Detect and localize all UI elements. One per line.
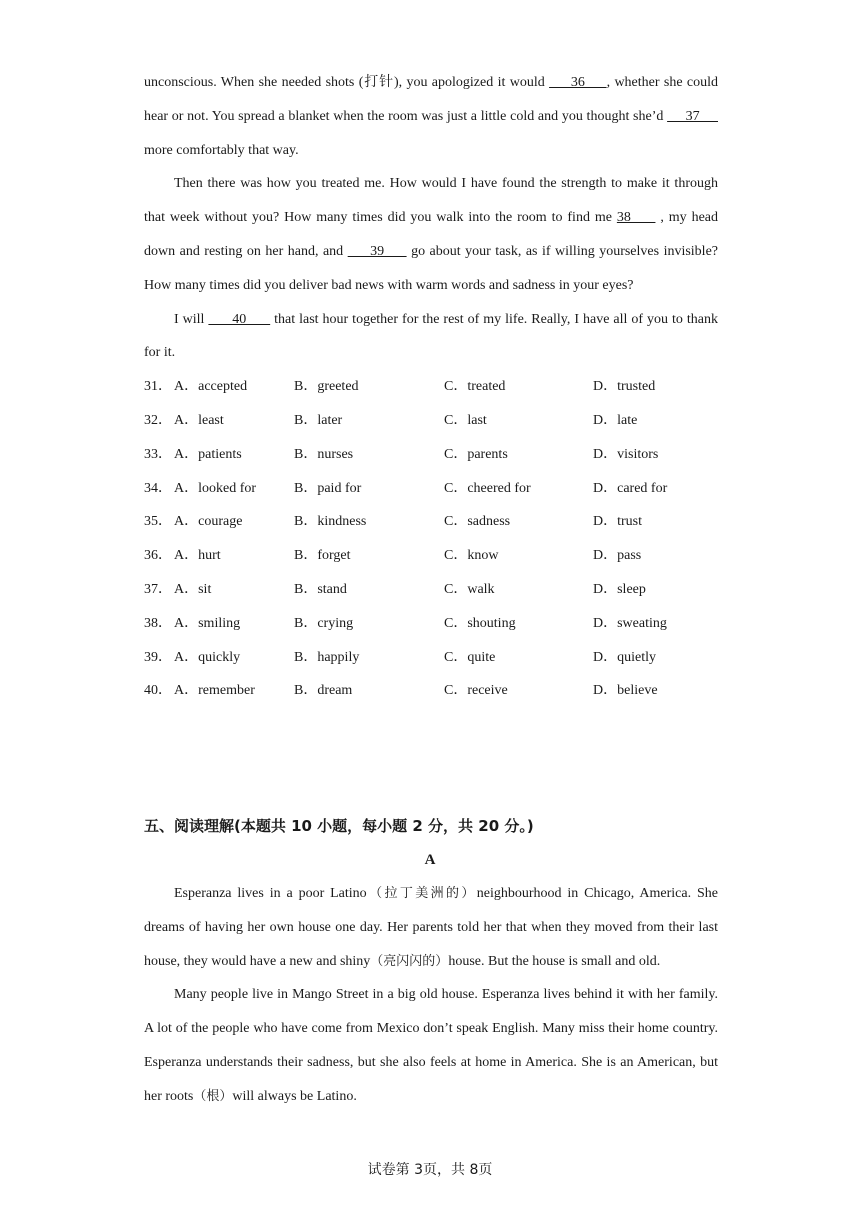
option-b: B．greeted xyxy=(294,379,359,395)
option-a: A．patients xyxy=(174,446,242,462)
paragraph-text: I will xyxy=(174,311,209,327)
question-number: 33． xyxy=(144,446,172,462)
option-d: D．believe xyxy=(593,683,658,699)
gloss-text: （根） xyxy=(193,1088,233,1104)
paragraph-text: Esperanza lives in a poor Latino xyxy=(174,886,367,901)
option-c: C．treated xyxy=(444,379,506,395)
option-row-33 xyxy=(144,438,718,472)
cloze-paragraph-1 xyxy=(144,66,718,167)
option-d: D．trusted xyxy=(593,379,656,395)
passage-a-paragraph-1 xyxy=(144,877,718,978)
option-b: B．forget xyxy=(294,548,351,564)
paragraph-text: Then there was how you treated me. How would I have found the strength to make it through that week without you? How many times did you walk into the room to find me xyxy=(144,176,718,226)
option-a: A．least xyxy=(174,412,224,428)
paragraph-text: neighbourhood in Chicago, America. She dreams of having her own house one day. Her parents told her that when they moved from their last house, they would have a new and shiny xyxy=(144,886,718,969)
question-number: 31． xyxy=(144,379,172,395)
option-row-39 xyxy=(144,641,718,675)
cloze-passage xyxy=(144,66,718,708)
page-footer: 试卷第 3页，共 8页 xyxy=(367,1162,493,1178)
option-row-32 xyxy=(144,404,718,438)
question-number: 40． xyxy=(144,683,172,699)
option-d: D．visitors xyxy=(593,446,659,462)
option-d: D．pass xyxy=(593,548,642,564)
blank-38: 38 xyxy=(616,210,656,226)
option-b: B．later xyxy=(294,412,343,428)
gloss-text: （亮闪闪的） xyxy=(370,953,449,969)
gloss-text: （拉丁美洲的） xyxy=(366,886,477,901)
question-number: 36． xyxy=(144,548,172,564)
option-d: D．cared for xyxy=(593,480,668,496)
paragraph-text: , whether she could hear or not. You spread a blanket when the room was just a little cold and you thought she’d xyxy=(144,75,719,124)
option-a: A．smiling xyxy=(174,615,241,631)
option-a: A．accepted xyxy=(174,379,248,395)
cloze-paragraph-3 xyxy=(144,303,718,371)
paragraph-text: more comfortably that way. xyxy=(144,142,299,158)
option-c: C．know xyxy=(444,548,499,564)
reading-passage-a xyxy=(144,877,718,1114)
question-number: 39． xyxy=(144,649,172,665)
option-d: D．quietly xyxy=(593,649,656,665)
question-number: 35． xyxy=(144,514,172,530)
option-b: B．kindness xyxy=(294,514,367,530)
option-c: C．walk xyxy=(444,581,495,597)
option-a: A．sit xyxy=(174,581,212,597)
question-number: 32． xyxy=(144,412,172,428)
option-row-31 xyxy=(144,370,718,404)
options-list xyxy=(144,370,718,708)
option-c: C．cheered for xyxy=(444,480,531,496)
passage-a-paragraph-2 xyxy=(144,978,718,1113)
blank-37: 37 xyxy=(667,108,718,124)
option-row-35 xyxy=(144,505,718,539)
question-number: 38． xyxy=(144,615,172,631)
blank-40: 40 xyxy=(208,311,271,327)
option-row-40 xyxy=(144,674,718,708)
option-b: B．happily xyxy=(294,649,360,665)
option-b: B．nurses xyxy=(294,446,354,462)
paragraph-text: unconscious. When she needed shots (打针), you apologized it would xyxy=(144,75,550,90)
paragraph-text: will always be Latino. xyxy=(232,1088,357,1104)
paragraph-text: , my head down and resting on her hand, and xyxy=(144,210,719,259)
question-number: 37． xyxy=(144,581,172,597)
option-a: A．looked for xyxy=(174,480,257,496)
option-c: C．last xyxy=(444,412,487,428)
blank-39: 39 xyxy=(347,243,407,259)
option-b: B．paid for xyxy=(294,480,362,496)
option-row-38 xyxy=(144,607,718,641)
paragraph-text: that last hour together for the rest of my life. Really, I have all of you to thank for it. xyxy=(144,311,718,361)
paragraph-text: go about your task, as if willing yourselves invisible? How many times did you deliver bad news with warm words and sadness in your eyes? xyxy=(144,243,719,293)
option-a: A．hurt xyxy=(174,548,221,564)
option-row-37 xyxy=(144,573,718,607)
option-a: A．remember xyxy=(174,683,255,699)
option-d: D．trust xyxy=(593,514,642,530)
option-d: D．late xyxy=(593,412,638,428)
option-b: B．dream xyxy=(294,683,353,699)
cloze-paragraph-2 xyxy=(144,167,718,302)
option-d: D．sleep xyxy=(593,581,646,597)
blank-36: 36 xyxy=(549,75,607,90)
option-a: A．quickly xyxy=(174,649,241,665)
option-c: C．shouting xyxy=(444,615,516,631)
section-title: 五、阅读理解(本题共 10 小题，每小题 2 分，共 20 分。) xyxy=(144,817,534,835)
option-b: B．crying xyxy=(294,615,354,631)
option-b: B．stand xyxy=(294,581,347,597)
option-row-36 xyxy=(144,539,718,573)
paragraph-text: Many people live in Mango Street in a big old house. Esperanza lives behind it with her family. A lot of the people who have come from Mexico don’t speak English. Many miss their home country. Esperanza understands their sadness, but she also feels at home in America. She is an American, but her roots xyxy=(144,987,718,1104)
option-row-34 xyxy=(144,472,718,506)
option-d: D．sweating xyxy=(593,615,667,631)
paragraph-text: house. But the house is small and old. xyxy=(448,953,661,969)
option-c: C．receive xyxy=(444,683,508,699)
passage-label: A xyxy=(424,852,436,868)
option-c: C．sadness xyxy=(444,514,511,530)
option-a: A．courage xyxy=(174,514,243,530)
option-c: C．quite xyxy=(444,649,496,665)
option-c: C．parents xyxy=(444,446,508,462)
question-number: 34． xyxy=(144,480,172,496)
